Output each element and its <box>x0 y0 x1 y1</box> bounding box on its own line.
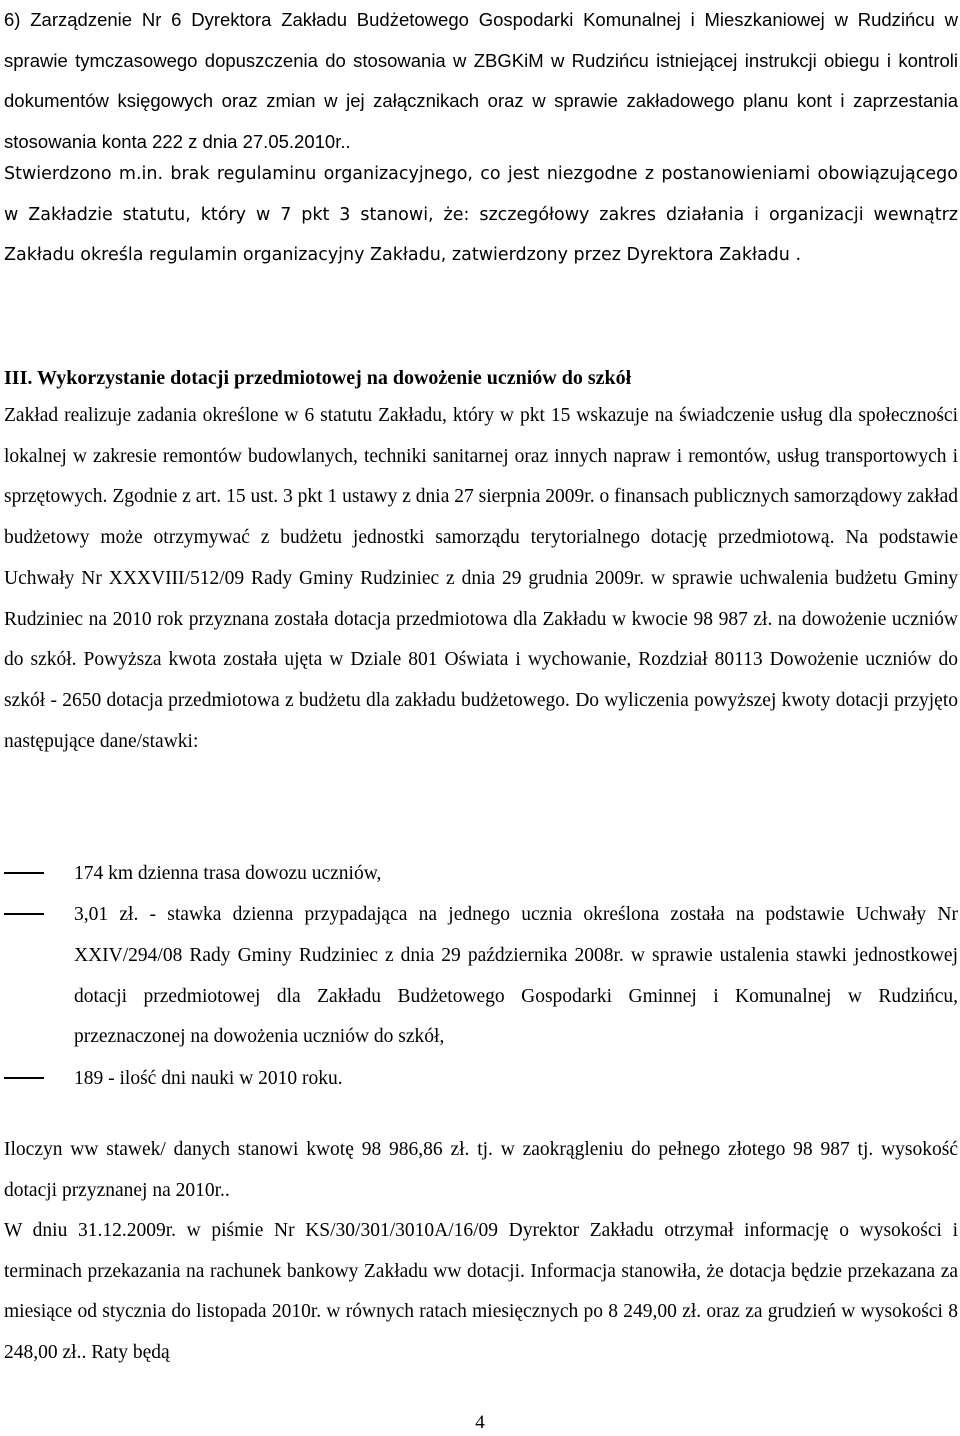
section-heading: III. Wykorzystanie dotacji przedmiotowej na dowożenie uczniów do szkół <box>4 367 632 389</box>
dash-bullet <box>4 913 44 915</box>
list-item-text: 174 km dzienna trasa dowozu uczniów, <box>74 863 382 884</box>
dash-bullet <box>4 872 44 874</box>
list-item-text: 3,01 zł. - stawka dzienna przypadająca na jednego ucznia określona została na podstawie Uchwały Nr XXIV/294/08 Rady Gminy Rudziniec z dnia 29 października 2008r. w sprawie ustalenia stawki jednostkowej dotacji przedmiotowej dla Zakładu Budżetowego Gospodarki Gminnej i Komunalnej w Rudzińcu, przeznaczonej na dowożenia uczniów do szkół, <box>74 904 958 1048</box>
paragraph-calculation: Iloczyn ww stawek/ danych stanowi kwotę 98 986,86 zł. tj. w zaokrągleniu do pełnego złotego 98 987 tj. wysokość dotacji przyznanej na 2010r.. <box>4 1139 958 1201</box>
paragraph-ordinance: 6) Zarządzenie Nr 6 Dyrektora Zakładu Budżetowego Gospodarki Komunalnej i Mieszkaniowej w Rudzińcu w sprawie tymczasowego dopuszczenia do stosowania w ZBGKiM w Rudzińcu istniejącej instrukcji obiegu i kontroli dokumentów księgowych oraz zmian w jej załącznikach oraz w sprawie zakładowego planu kont i zaprzestania stosowania konta 222 z dnia 27.05.2010r.. <box>4 9 958 153</box>
paragraph-payment-schedule: W dniu 31.12.2009r. w piśmie Nr KS/30/301/3010A/16/09 Dyrektor Zakładu otrzymał informację o wysokości i terminach przekazania na rachunek bankowy Zakładu ww dotacji. Informacja stanowiła, że dotacja będzie przekazana za miesiące od stycznia do listopada 2010r. w równych ratach miesięcznych po 8 249,00 zł. oraz za grudzień w wysokości 8 248,00 zł.. Raty będą <box>4 1220 958 1364</box>
page-number: 4 <box>475 1412 485 1433</box>
list-item-text: 189 - ilość dni nauki w 2010 roku. <box>74 1068 343 1089</box>
paragraph-subsidy: Zakład realizuje zadania określone w 6 statutu Zakładu, który w pkt 15 wskazuje na świadczenie usług dla społeczności lokalnej w zakresie remontów budowlanych, techniki sanitarnej oraz innych napraw i remontów, usług transportowych i sprzętowych. Zgodnie z art. 15 ust. 3 pkt 1 ustawy z dnia 27 sierpnia 2009r. o finansach publicznych samorządowy zakład budżetowy może otrzymywać z budżetu jednostki samorządu terytorialnego dotację przedmiotową. Na podstawie Uchwały Nr XXXVIII/512/09 Rady Gminy Rudziniec z dnia 29 grudnia 2009r. w sprawie uchwalenia budżetu Gminy Rudziniec na 2010 rok przyznana została dotacja przedmiotowa dla Zakładu w kwocie 98 987 zł. na dowożenie uczniów do szkół. Powyższa kwota została ujęta w Dziale 801 Oświata i wychowanie, Rozdział 80113 Dowożenie uczniów do szkół - 2650 dotacja przedmiotowa z budżetu dla zakładu budżetowego. Do wyliczenia powyższej kwoty dotacji przyjęto następujące dane/stawki: <box>4 405 958 752</box>
dash-bullet <box>4 1077 44 1079</box>
paragraph-findings: Stwierdzono m.in. brak regulaminu organizacyjnego, co jest niezgodne z postanowieniami obowiązującego w Zakładzie statutu, który w 7 pkt 3 stanowi, że: szczegółowy zakres działania i organizacji wewnątrz Zakładu określa regulamin organizacyjny Zakładu, zatwierdzony przez Dyrektora Zakładu . <box>4 164 958 266</box>
